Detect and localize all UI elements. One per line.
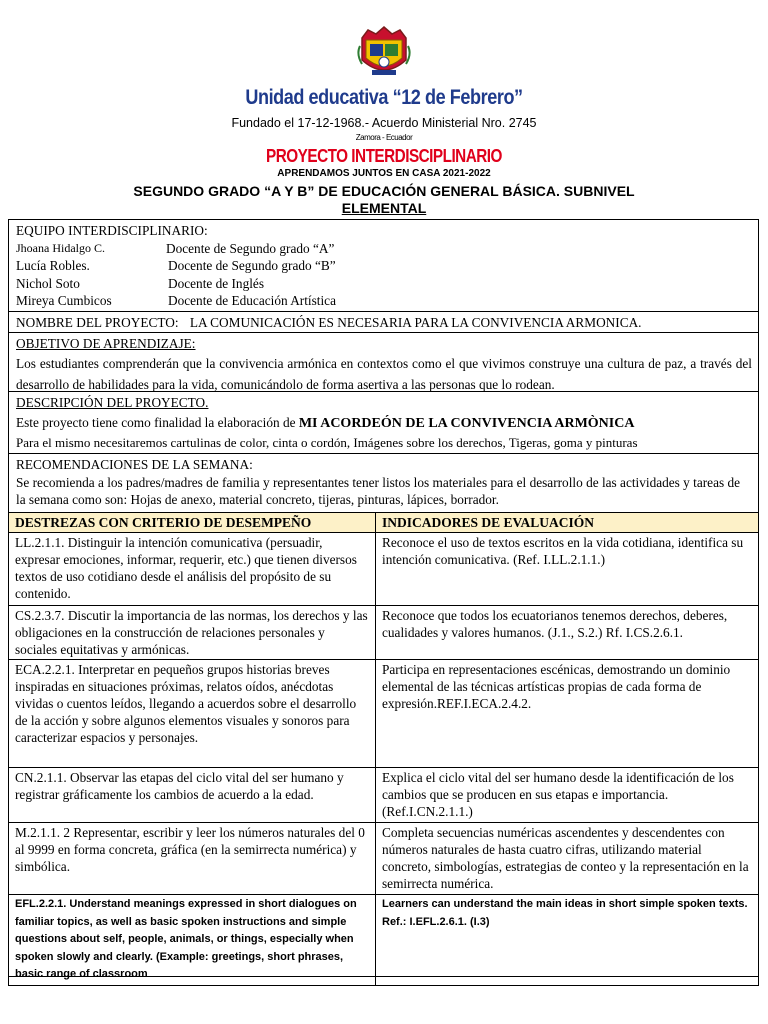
grade-heading-line1: SEGUNDO GRADO “A Y B” DE EDUCACIÓN GENERAL BÁSICA. SUBNIVEL	[133, 183, 635, 199]
skill-cell: EFL.2.2.1. Understand meanings expressed in short dialogues on familiar topics, as well as basic spoken instructions and simple questions about self, people, animals, or things, especially when spoken slowly and clearly. (Example: greetings, short phrases, basic range of classroom	[9, 895, 376, 986]
indicator-cell: Learners can understand the main ideas in short simple spoken texts. Ref.: I.EFL.2.6.1. (I.3)	[376, 895, 759, 986]
location: Zamora - Ecuador	[355, 133, 413, 142]
team-member	[16, 275, 752, 293]
description-line1	[16, 412, 752, 434]
team-member-role: Docente de Educación Artística	[168, 293, 336, 308]
indicator-cell: Reconoce el uso de textos escritos en la vida cotidiana, identifica su intención comunicativa. (Ref. I.LL.2.1.1.)	[376, 533, 759, 606]
team-member-name: Mireya Cumbicos	[16, 293, 112, 308]
team-heading: EQUIPO INTERDISCIPLINARIO:	[16, 223, 208, 238]
description-line2: Para el mismo necesitaremos cartulinas de color, cinta o cordón, Imágenes sobre los derechos, Tigeras, goma y pinturas	[16, 434, 638, 450]
description-prefix: Este proyecto tiene como finalidad la elaboración de	[16, 414, 299, 430]
team-member	[16, 257, 752, 275]
school-name: Unidad educativa “12 de Febrero”	[245, 86, 523, 109]
team-section	[9, 220, 758, 312]
team-member	[16, 240, 752, 258]
grade-heading-line2: ELEMENTAL	[341, 200, 427, 216]
table-row	[9, 533, 759, 606]
description-product: MI ACORDEÓN DE LA CONVIVENCIA ARMÒNICA	[298, 415, 635, 431]
table-row	[9, 660, 759, 768]
program-name: APRENDAMOS JUNTOS EN CASA 2021-2022	[277, 168, 491, 179]
skill-cell: ECA.2.2.1. Interpretar en pequeños grupos historias breves inspiradas en situaciones próximas, relatos oídos, anécdotas vividas o cuentos leídos, llegando a acuerdos sobre el desarrollo de la acción y sobre algunos elementos visuales y sonoros para caracterizar espacios y personajes.	[9, 660, 376, 768]
indicator-cell: Completa secuencias numéricas ascendentes y descendentes con números naturales de hasta cuatro cifras, utilizando material concreto, simbologías, estrategias de conteo y la representación en la semirrecta numérica.	[376, 823, 759, 895]
table-header-indicators: INDICADORES DE EVALUACIÓN	[376, 513, 759, 533]
objective-heading: OBJETIVO DE APRENDIZAJE:	[16, 336, 196, 351]
team-member-name: Nichol Soto	[16, 275, 80, 291]
founding-info: Fundado el 17-12-1968.- Acuerdo Ministerial Nro. 2745	[231, 116, 537, 130]
table-header-skills: DESTREZAS CON CRITERIO DE DESEMPEÑO	[9, 513, 376, 533]
project-name-label: NOMBRE DEL PROYECTO:	[16, 315, 179, 330]
skills-table	[8, 512, 759, 986]
objective-section	[9, 333, 758, 392]
skill-cell: CN.2.1.1. Observar las etapas del ciclo vital del ser humano y registrar gráficamente los cambios de acuerdo a la edad.	[9, 768, 376, 823]
skill-cell: LL.2.1.1. Distinguir la intención comunicativa (persuadir, expresar emociones, informar, requerir, etc.) que tienen diversos textos de uso cotidiano desde el análisis del propósito de su contenido.	[9, 533, 376, 606]
team-member-name: Jhoana Hidalgo C.	[16, 240, 105, 255]
skill-cell: M.2.1.1. 2 Representar, escribir y leer los números naturales del 0 al 9999 en forma concreta, gráfica (en la semirrecta numérica) y simbólica.	[9, 823, 376, 895]
recommendations-section	[9, 454, 758, 512]
table-header-row	[9, 513, 759, 533]
project-title: PROYECTO INTERDISCIPLINARIO	[266, 146, 502, 166]
indicator-cell: Reconoce que todos los ecuatorianos tenemos derechos, deberes, cualidades y valores humanos. (J.1., S.2.) Rf. I.CS.2.6.1.	[376, 606, 759, 660]
recommendations-text: Se recomienda a los padres/madres de familia y representantes tener listos los materiales para el desarrollo de las actividades y tareas de la semana como son: Hojas de anexo, material concreto, tijeras, pinturas, lápices, borrador.	[16, 474, 741, 507]
school-crest-logo	[356, 24, 412, 80]
team-member	[16, 292, 752, 310]
table-row	[9, 768, 759, 823]
team-member-name: Lucía Robles.	[16, 258, 90, 273]
recommendations-heading: RECOMENDACIONES DE LA SEMANA:	[16, 457, 253, 472]
indicator-cell: Explica el ciclo vital del ser humano desde la identificación de los cambios que se producen en sus etapas e importancia. (Ref.I.CN.2.1.1.)	[376, 768, 759, 823]
team-member-role: Docente de Inglés	[168, 275, 264, 291]
table-row	[9, 823, 759, 895]
objective-text: Los estudiantes comprenderán que la convivencia armónica en contextos como el que vivimos construye una cultura de paz, a través del desarrollo de habilidades para la vida, comunicándolo de forma asertiva a las personas que lo rodean.	[16, 355, 752, 392]
project-name-value: LA COMUNICACIÓN ES NECESARIA PARA LA CONVIVENCIA ARMONICA.	[189, 315, 642, 330]
project-name-section	[9, 312, 758, 333]
indicator-cell: Participa en representaciones escénicas, demostrando un dominio elemental de las técnicas artísticas propias de cada forma de expresión.REF.I.ECA.2.4.2.	[376, 660, 759, 768]
skill-cell: CS.2.3.7. Discutir la importancia de las normas, los derechos y las obligaciones en la construcción de relaciones personales y sociales equitativas y armónicas.	[9, 606, 376, 660]
table-row	[9, 895, 759, 986]
team-member-role: Docente de Segundo grado “A”	[166, 240, 335, 256]
description-heading: DESCRIPCIÓN DEL PROYECTO.	[16, 395, 209, 410]
description-section	[9, 392, 758, 454]
team-member-role: Docente de Segundo grado “B”	[168, 258, 336, 273]
table-row	[9, 606, 759, 660]
